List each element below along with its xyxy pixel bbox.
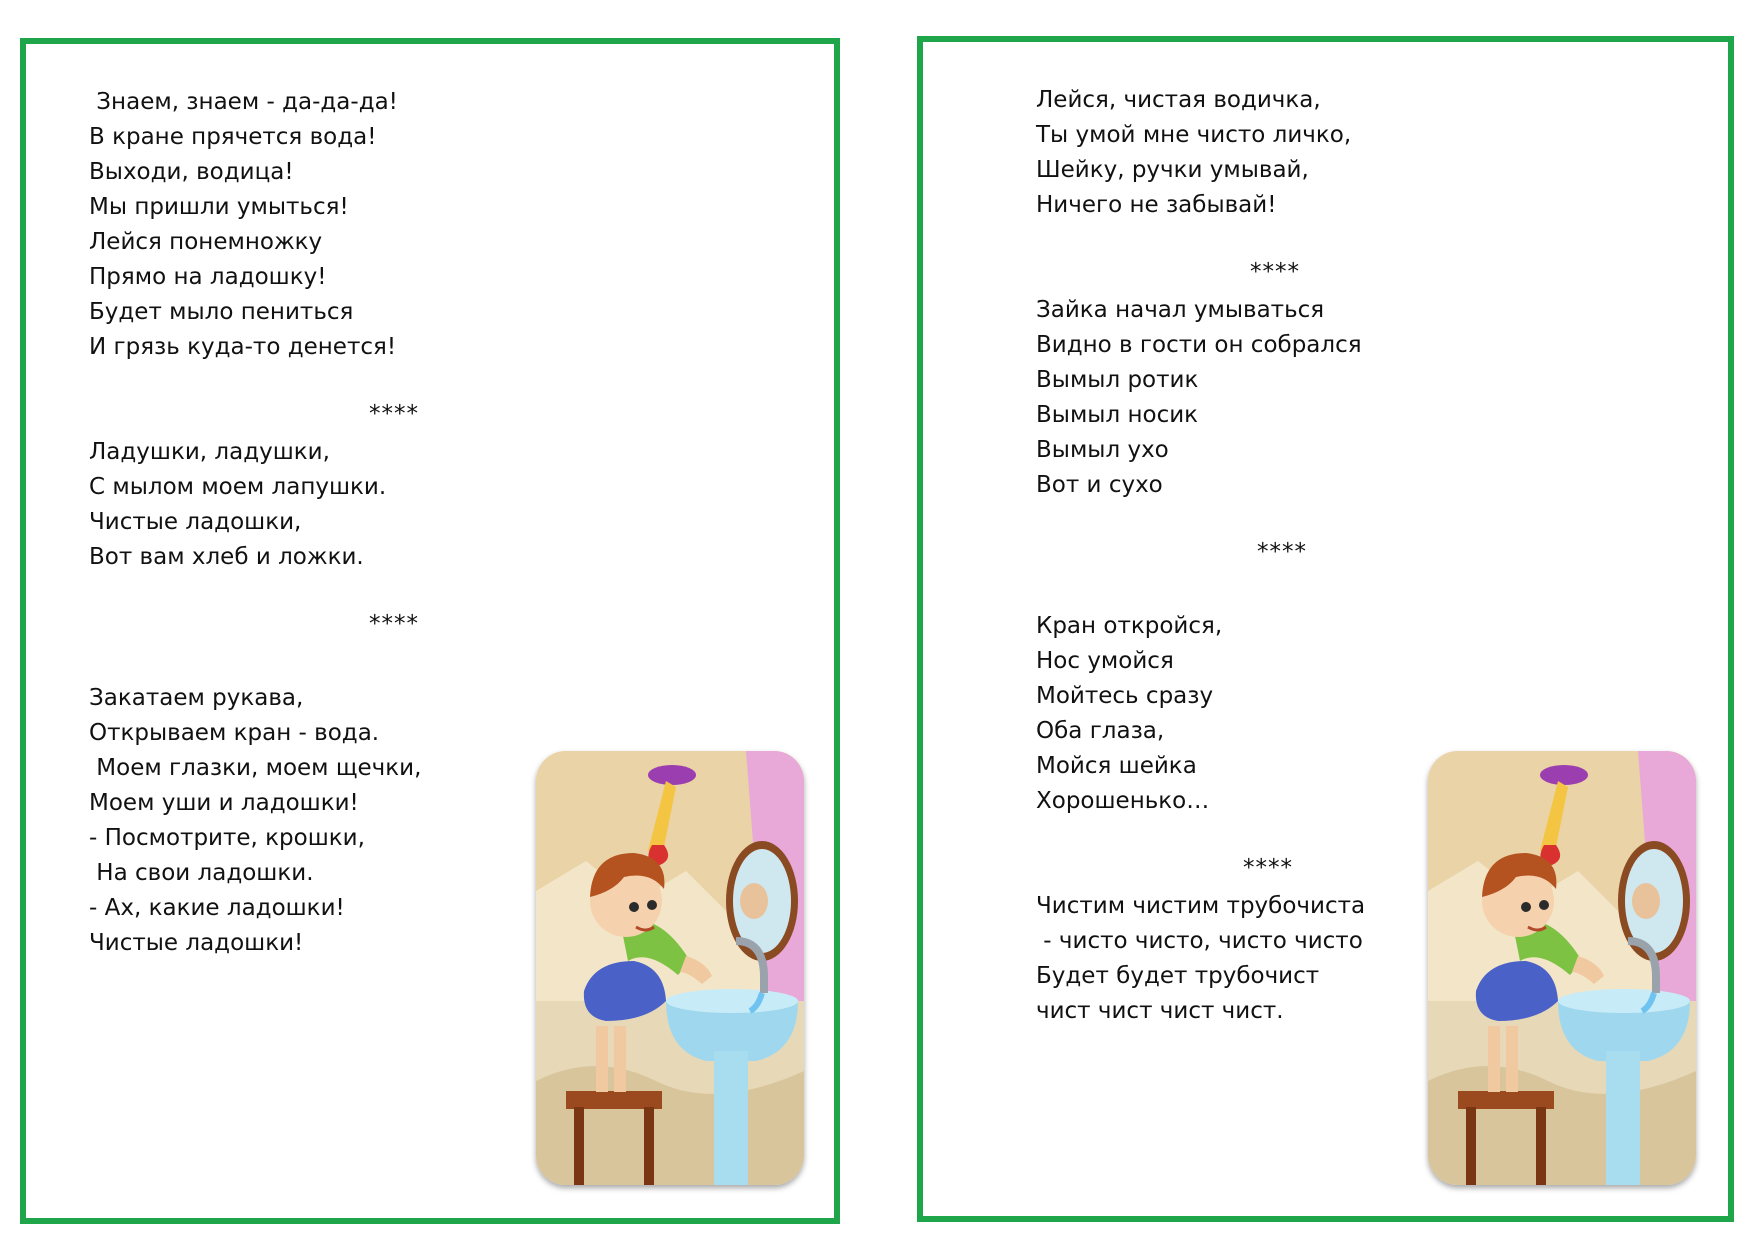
poem-line: На свои ладошки. xyxy=(89,860,314,886)
poem-line: Видно в гости он собрался xyxy=(1036,332,1362,358)
poem-line: Чистые ладошки! xyxy=(89,930,304,956)
poem-line: Вот и сухо xyxy=(1036,472,1163,498)
poem-line: Выходи, водица! xyxy=(89,159,294,185)
poem-line: Лейся понемножку xyxy=(89,229,323,255)
stanza-separator: **** xyxy=(369,611,419,637)
poem-line: Зайка начал умываться xyxy=(1036,297,1325,323)
poem-line: Будет будет трубочист xyxy=(1036,963,1320,989)
poem-line: Лейся, чистая водичка, xyxy=(1036,87,1321,113)
poem-line: Ничего не забывай! xyxy=(1036,192,1277,218)
stanza-separator: **** xyxy=(1250,259,1300,285)
poem-line: Чистим чистим трубочиста xyxy=(1036,893,1366,919)
poem-line: Мы пришли умыться! xyxy=(89,194,349,220)
boy-washing-at-sink-icon xyxy=(536,751,804,1185)
poem-line: Моем уши и ладошки! xyxy=(89,790,359,816)
poem-line: Хорошенько… xyxy=(1036,788,1210,814)
poem-line: Вот вам хлеб и ложки. xyxy=(89,544,364,570)
boy-washing-illustration xyxy=(536,751,804,1185)
stanza-separator: **** xyxy=(1257,539,1307,565)
poem-line: чист чист чист чист. xyxy=(1036,998,1284,1024)
left-page xyxy=(20,38,840,1224)
poem-line: С мылом моем лапушки. xyxy=(89,474,387,500)
poem-line: Моем глазки, моем щечки, xyxy=(89,755,422,781)
boy-washing-at-sink-icon xyxy=(1428,751,1696,1185)
boy-washing-illustration xyxy=(1428,751,1696,1185)
poem-line: - чисто чисто, чисто чисто xyxy=(1036,928,1363,954)
poem-line: Чистые ладошки, xyxy=(89,509,302,535)
poem-line: Знаем, знаем - да-да-да! xyxy=(89,89,398,115)
poem-line: - Посмотрите, крошки, xyxy=(89,825,365,851)
poem-line: И грязь куда-то денется! xyxy=(89,334,397,360)
stanza-separator: **** xyxy=(369,401,419,427)
poem-line: Открываем кран - вода. xyxy=(89,720,380,746)
poem-line: Будет мыло пениться xyxy=(89,299,354,325)
poem-line: Нос умойся xyxy=(1036,648,1174,674)
poem-line: Мойся шейка xyxy=(1036,753,1197,779)
poem-line: Кран откройся, xyxy=(1036,613,1223,639)
poem-line: Мойтесь сразу xyxy=(1036,683,1214,709)
poem-line: Прямо на ладошку! xyxy=(89,264,327,290)
poem-line: Шейку, ручки умывай, xyxy=(1036,157,1309,183)
poem-line: Оба глаза, xyxy=(1036,718,1165,744)
poem-line: Вымыл ухо xyxy=(1036,437,1169,463)
right-page xyxy=(917,36,1734,1222)
poem-line: - Ах, какие ладошки! xyxy=(89,895,345,921)
poem-line: Закатаем рукава, xyxy=(89,685,304,711)
stanza-separator: **** xyxy=(1243,855,1293,881)
poem-line: Вымыл ротик xyxy=(1036,367,1199,393)
poem-line: В кране прячется вода! xyxy=(89,124,377,150)
poem-line: Ладушки, ладушки, xyxy=(89,439,330,465)
poem-line: Ты умой мне чисто личко, xyxy=(1036,122,1352,148)
poem-line: Вымыл носик xyxy=(1036,402,1199,428)
